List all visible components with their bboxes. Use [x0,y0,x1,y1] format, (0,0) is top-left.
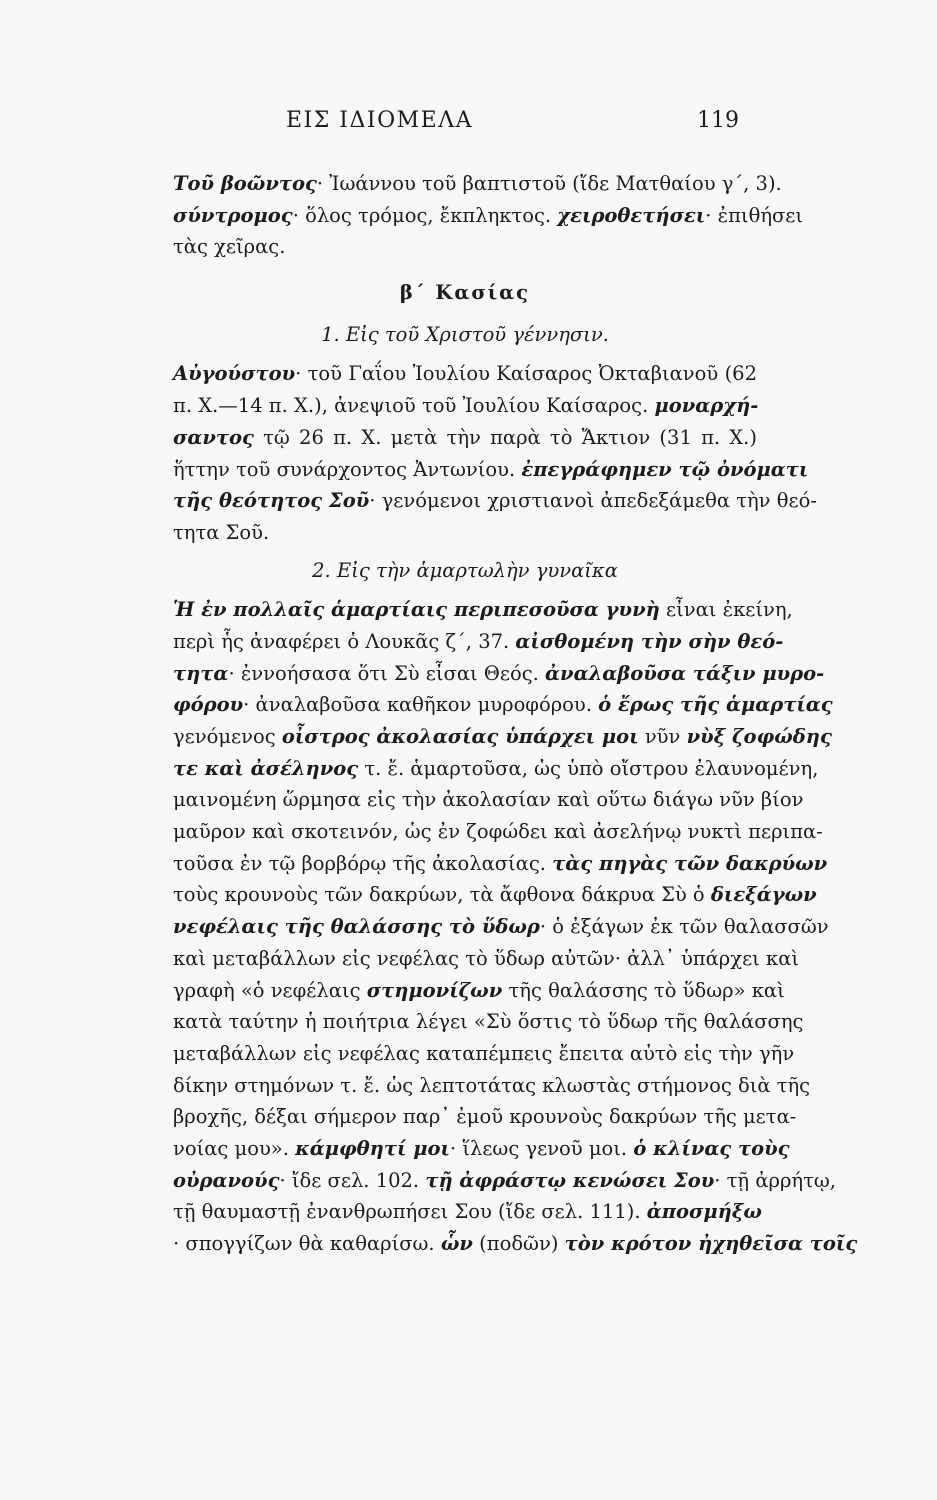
text-line: μαῦρον καὶ σκοτεινόν, ὡς ἐν ζοφώδει καὶ ἀσελήνῳ νυκτὶ περιπα- [173,820,823,844]
text-line: τῆς θεότητος Σοῦ· γενόμενοι χριστιανοὶ ἀπεδεξάμεθα τὴν θεό- [173,489,817,513]
text-line: τε καὶ ἀσέληνος τ. ἔ. ἁμαρτοῦσα, ὡς ὑπὸ οἴστρου ἐλαυνομένη, [173,756,819,780]
text-line: τοὺς κρουνοὺς τῶν δακρύων, τὰ ἄφθονα δάκρυα Σὺ ὁ διεξάγων [173,883,817,907]
text-line: τὰς χεῖρας. [173,235,286,259]
running-title: ΕΙΣ ΙΔΙΟΜΕΛΑ [286,108,473,133]
text-line: κατὰ ταύτην ἡ ποιήτρια λέγει «Σὺ ὅστις τὸ ὕδωρ τῆς θαλάσσης [173,1010,804,1034]
text-line: μαινομένη ὥρμησα εἰς τὴν ἀκολασίαν καὶ οὕτω διάγω νῦν βίον [173,788,804,812]
page-body [173,168,858,1260]
text-line: π. Χ.—14 π. Χ.), ἀνεψιοῦ τοῦ Ἰουλίου Καίσαρος. μοναρχή- [173,394,759,418]
text-line: γραφὴ «ὁ νεφέλαις στημονίζων τῆς θαλάσσης τὸ ὕδωρ» καὶ [173,978,785,1002]
text-line: · σπογγίζων θὰ καθαρίσω. ὧν (ποδῶν) τὸν κρότον ἠχηθεῖσα τοῖς [173,1232,858,1256]
text-line: νοίας μου». κάμφθητί μοι· ἵλεως γενοῦ μοι. ὁ κλίνας τοὺς [173,1136,790,1160]
text-line: δίκην στημόνων τ. ἔ. ὡς λεπτοτάτας κλωστὰς στήμονος διὰ τῆς [173,1073,811,1097]
text-line: ἥττην τοῦ συνάρχοντος Ἀντωνίου. ἐπεγράφημεν τῷ ὀνόματι [173,457,809,481]
text-line: τοῦσα ἐν τῷ βορβόρῳ τῆς ἀκολασίας. τὰς πηγὰς τῶν δακρύων [173,851,828,875]
text-line: Αὐγούστου· τοῦ Γαΐου Ἰουλίου Καίσαρος Ὀκταβιανοῦ (62 [173,362,757,386]
text-line: τητα Σοῦ. [173,520,270,544]
text-line: μεταβάλλων εἰς νεφέλας καταπέμπεις ἔπειτα αὐτὸ εἰς τὴν γῆν [173,1041,795,1065]
text-line: βροχῆς, δέξαι σήμερον παρ᾽ ἐμοῦ κρουνοὺς δακρύων τῆς μετα- [173,1105,797,1129]
text-line: φόρου· ἀναλαβοῦσα καθῆκον μυροφόρου. ὁ ἔρως τῆς ἁμαρτίας [173,693,833,717]
text-line: τῇ θαυμαστῇ ἐνανθρωπήσει Σου (ἴδε σελ. 111). ἀποσμήξω [173,1200,762,1224]
section-heading: β΄ Κασίας [399,281,531,305]
text-line: Ἡ ἐν πολλαῖς ἁμαρτίαις περιπεσοῦσα γυνὴ εἶναι ἐκείνη, [173,598,793,622]
running-header [0,108,937,148]
text-line: οὐρανούς· ἴδε σελ. 102. τῇ ἀφράστῳ κενώσει Σου· τῇ ἀρρήτῳ, [173,1168,836,1192]
text-line: τητα· ἐννοήσασα ὅτι Σὺ εἶσαι Θεός. ἀναλαβοῦσα τάξιν μυρο- [173,661,825,685]
subsection-heading-2: 2. Εἰς τὴν ἁμαρτωλὴν γυναῖκα [312,558,618,582]
text-line: σύντρομος· ὅλος τρόμος, ἔκπληκτος. χειροθετήσει· ἐπιθήσει [173,203,804,227]
subsection-heading-1: 1. Εἰς τοῦ Χριστοῦ γέννησιν. [321,322,609,346]
text-line: σαντος τῷ 26 π. Χ. μετὰ τὴν παρὰ τὸ Ἄκτιον (31 π. Χ.) [173,425,757,449]
text-line: γενόμενος οἶστρος ἀκολασίας ὑπάρχει μοι νῦν νὺξ ζοφώδης [173,725,832,749]
text-line: νεφέλαις τῆς θαλάσσης τὸ ὕδωρ· ὁ ἐξάγων ἐκ τῶν θαλασσῶν [173,915,829,939]
text-line: καὶ μεταβάλλων εἰς νεφέλας τὸ ὕδωρ αὐτῶν· ἀλλ᾽ ὑπάρχει καὶ [173,946,800,970]
text-line: Τοῦ βοῶντος· Ἰωάννου τοῦ βαπτιστοῦ (ἴδε Ματθαίου γ΄, 3). [173,172,782,195]
page-number: 119 [697,108,739,133]
text-line: περὶ ἧς ἀναφέρει ὁ Λουκᾶς ζ΄, 37. αἰσθομένη τὴν σὴν θεό- [173,629,784,653]
